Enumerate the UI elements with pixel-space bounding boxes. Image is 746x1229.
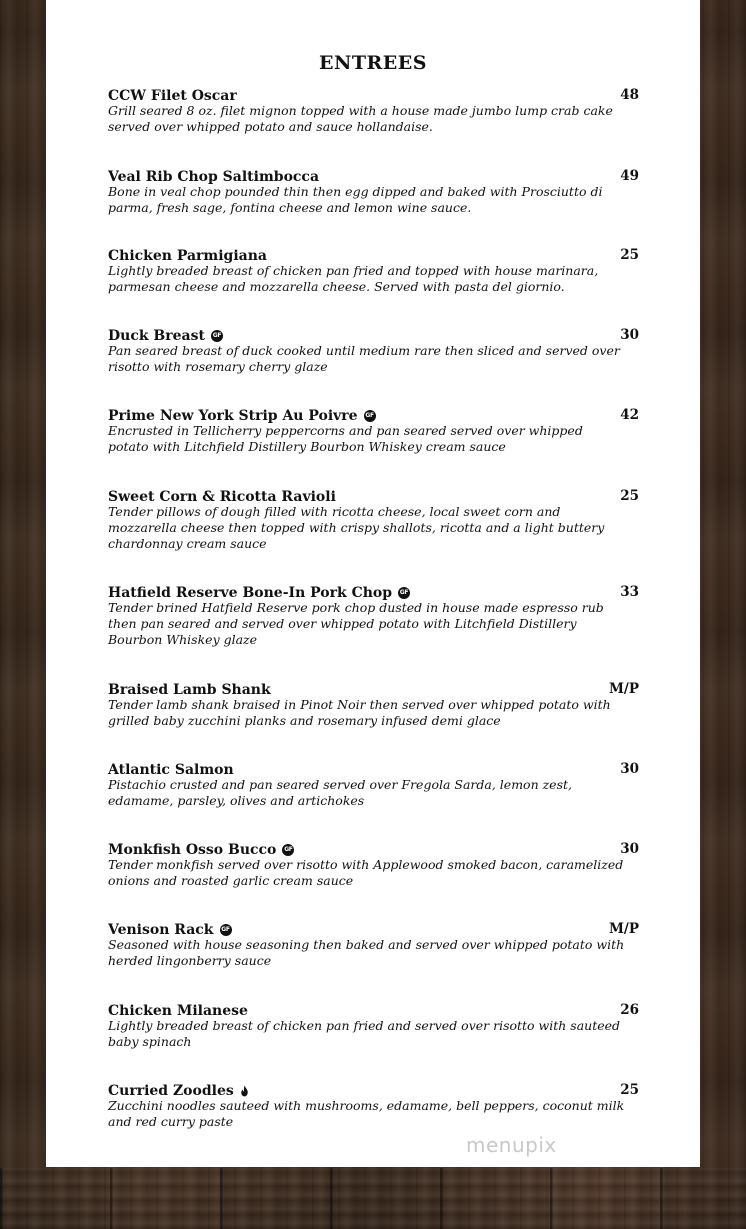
item-name: Prime New York Strip Au Poivre GF [108,408,374,424]
item-price: 42 [620,407,639,423]
wood-table-background [0,1168,746,1229]
item-description: Grill seared 8 oz. filet mignon topped with a house made jumbo lump crab cake served over whipped potato and sauce hollandaise. [108,103,613,135]
gluten-free-icon: GF [220,924,232,936]
menu-page [46,0,700,1167]
gluten-free-icon: GF [282,844,294,856]
item-name: Atlantic Salmon [108,762,234,778]
flame-icon [240,1085,249,1097]
item-price: 49 [620,168,639,184]
item-price: 25 [620,247,639,263]
menu-item [108,326,639,375]
item-price: 30 [620,841,639,857]
menu-item [108,167,639,216]
menu-item [108,86,639,135]
item-description: Lightly breaded breast of chicken pan fried and served over risotto with sauteed baby spinach [108,1018,621,1050]
item-description: Zucchini noodles sauteed with mushrooms, edamame, bell peppers, coconut milk and red curry paste [108,1098,625,1130]
menu-item [108,583,639,649]
menupix-watermark: menupix [466,1133,557,1157]
item-description: Lightly breaded breast of chicken pan fried and topped with house marinara, parmesan cheese and mozzarella cheese. Served with pasta del giornio. [108,263,599,295]
item-name: Monkfish Osso Bucco GF [108,842,293,858]
item-price: 30 [620,761,639,777]
section-title: ENTREES [319,52,427,74]
item-price: M/P [608,681,639,697]
item-description: Bone in veal chop pounded thin then egg dipped and baked with Prosciutto di parma, fresh sage, fontina cheese and lemon wine sauce. [108,184,603,216]
item-description: Pistachio crusted and pan seared served over Fregola Sarda, lemon zest, edamame, parsley, olives and artichokes [108,777,572,809]
menu-item [108,1001,639,1050]
item-name: Hatfield Reserve Bone-In Pork Chop GF [108,585,409,601]
item-price: 33 [620,584,639,600]
menu-item [108,1081,639,1130]
item-name: Duck Breast GF [108,328,222,344]
item-name: CCW Filet Oscar [108,88,237,104]
gluten-free-icon: GF [398,587,410,599]
item-price: 48 [620,87,639,103]
item-price: 26 [620,1002,639,1018]
item-name: Chicken Milanese [108,1003,248,1019]
item-description: Seasoned with house seasoning then baked and served over whipped potato with herded lingonberry sauce [108,937,625,969]
item-name: Curried Zoodles [108,1082,249,1100]
item-description: Encrusted in Tellicherry peppercorns and pan seared served over whipped potato with Litchfield Distillery Bourbon Whiskey cream sauce [108,423,583,455]
item-description: Pan seared breast of duck cooked until medium rare then sliced and served over risotto with rosemary cherry glaze [108,343,620,375]
item-name: Sweet Corn & Ricotta Ravioli [108,489,336,505]
item-name: Braised Lamb Shank [108,682,271,698]
item-description: Tender brined Hatfield Reserve pork chop dusted in house made espresso rub then pan seared and served over whipped potato with Litchfield Distillery Bourbon Whiskey glaze [108,600,604,648]
item-price: 25 [620,1082,639,1098]
item-name: Chicken Parmigiana [108,248,267,264]
item-name: Venison Rack GF [108,922,230,938]
item-description: Tender pillows of dough filled with ricotta cheese, local sweet corn and mozzarella cheese then topped with crispy shallots, ricotta and a light buttery chardonnay cream sauce [108,504,605,552]
menu-item [108,680,639,729]
gluten-free-icon: GF [364,410,376,422]
item-name: Veal Rib Chop Saltimbocca [108,169,320,185]
menu-item [108,760,639,809]
gluten-free-icon: GF [211,330,223,342]
menu-item [108,840,639,889]
menu-item [108,487,639,553]
item-description: Tender lamb shank braised in Pinot Noir then served over whipped potato with grilled baby zucchini planks and rosemary infused demi glace [108,697,611,729]
item-price: M/P [608,921,639,937]
item-description: Tender monkfish served over risotto with Applewood smoked bacon, caramelized onions and roasted garlic cream sauce [108,857,624,889]
menu-item [108,246,639,295]
menu-item [108,406,639,455]
item-price: 30 [620,327,639,343]
item-price: 25 [620,488,639,504]
menu-item [108,920,639,969]
